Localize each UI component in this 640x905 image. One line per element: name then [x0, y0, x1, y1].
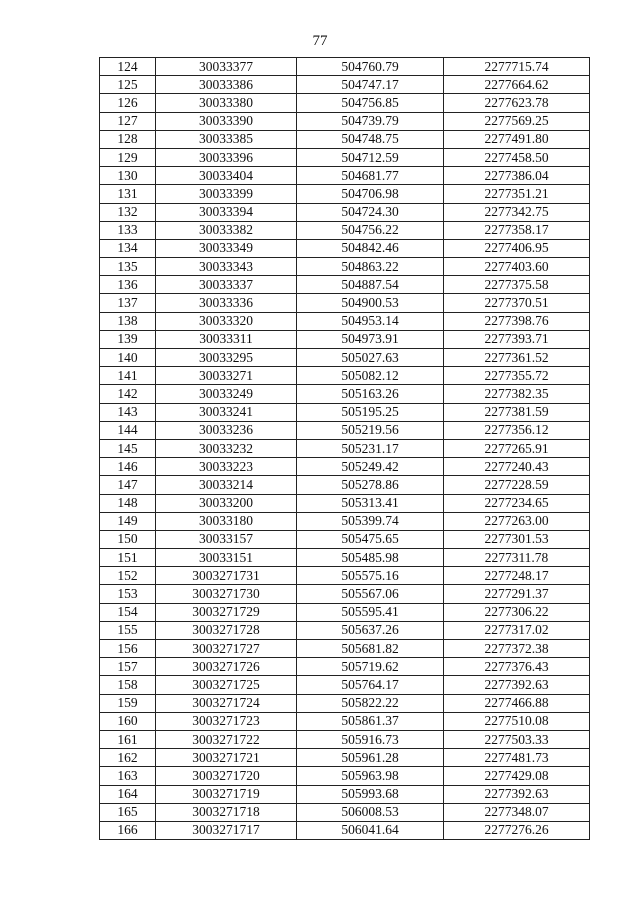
x-coordinate-cell: 505575.16: [297, 567, 444, 585]
y-coordinate-cell: 2277265.91: [444, 439, 590, 457]
table-row: [100, 694, 590, 712]
x-coordinate-cell: 505313.41: [297, 494, 444, 512]
point-id-cell: 3003271719: [156, 785, 297, 803]
coordinates-table-body: [100, 58, 590, 840]
point-index-cell: 140: [100, 349, 156, 367]
point-index-cell: 139: [100, 330, 156, 348]
point-index-cell: 153: [100, 585, 156, 603]
y-coordinate-cell: 2277370.51: [444, 294, 590, 312]
table-row: [100, 276, 590, 294]
point-index-cell: 141: [100, 367, 156, 385]
point-id-cell: 30033271: [156, 367, 297, 385]
table-row: [100, 221, 590, 239]
point-id-cell: 3003271717: [156, 821, 297, 839]
point-id-cell: 30033377: [156, 58, 297, 76]
point-index-cell: 146: [100, 458, 156, 476]
point-index-cell: 164: [100, 785, 156, 803]
point-index-cell: 126: [100, 94, 156, 112]
table-row: [100, 349, 590, 367]
x-coordinate-cell: 504747.17: [297, 76, 444, 94]
y-coordinate-cell: 2277382.35: [444, 385, 590, 403]
y-coordinate-cell: 2277392.63: [444, 785, 590, 803]
x-coordinate-cell: 504973.91: [297, 330, 444, 348]
point-id-cell: 30033157: [156, 530, 297, 548]
table-row: [100, 167, 590, 185]
y-coordinate-cell: 2277263.00: [444, 512, 590, 530]
x-coordinate-cell: 505219.56: [297, 421, 444, 439]
y-coordinate-cell: 2277406.95: [444, 239, 590, 257]
point-index-cell: 132: [100, 203, 156, 221]
point-id-cell: 30033336: [156, 294, 297, 312]
x-coordinate-cell: 505861.37: [297, 712, 444, 730]
y-coordinate-cell: 2277240.43: [444, 458, 590, 476]
point-id-cell: 30033337: [156, 276, 297, 294]
x-coordinate-cell: 504748.75: [297, 130, 444, 148]
point-index-cell: 163: [100, 767, 156, 785]
point-id-cell: 3003271729: [156, 603, 297, 621]
y-coordinate-cell: 2277276.26: [444, 821, 590, 839]
y-coordinate-cell: 2277306.22: [444, 603, 590, 621]
x-coordinate-cell: 505963.98: [297, 767, 444, 785]
x-coordinate-cell: 505485.98: [297, 549, 444, 567]
table-row: [100, 603, 590, 621]
point-id-cell: 30033380: [156, 94, 297, 112]
point-index-cell: 138: [100, 312, 156, 330]
table-row: [100, 148, 590, 166]
point-id-cell: 30033394: [156, 203, 297, 221]
point-index-cell: 152: [100, 567, 156, 585]
point-index-cell: 156: [100, 640, 156, 658]
x-coordinate-cell: 504681.77: [297, 167, 444, 185]
x-coordinate-cell: 505719.62: [297, 658, 444, 676]
x-coordinate-cell: 505916.73: [297, 730, 444, 748]
y-coordinate-cell: 2277623.78: [444, 94, 590, 112]
x-coordinate-cell: 504706.98: [297, 185, 444, 203]
x-coordinate-cell: 506008.53: [297, 803, 444, 821]
coordinates-table: [99, 57, 590, 840]
y-coordinate-cell: 2277715.74: [444, 58, 590, 76]
y-coordinate-cell: 2277372.38: [444, 640, 590, 658]
point-index-cell: 125: [100, 76, 156, 94]
x-coordinate-cell: 505249.42: [297, 458, 444, 476]
x-coordinate-cell: 504842.46: [297, 239, 444, 257]
x-coordinate-cell: 505027.63: [297, 349, 444, 367]
point-index-cell: 151: [100, 549, 156, 567]
y-coordinate-cell: 2277403.60: [444, 258, 590, 276]
point-index-cell: 158: [100, 676, 156, 694]
table-row: [100, 439, 590, 457]
y-coordinate-cell: 2277664.62: [444, 76, 590, 94]
table-row: [100, 585, 590, 603]
table-row: [100, 258, 590, 276]
x-coordinate-cell: 504756.22: [297, 221, 444, 239]
y-coordinate-cell: 2277342.75: [444, 203, 590, 221]
x-coordinate-cell: 505195.25: [297, 403, 444, 421]
y-coordinate-cell: 2277311.78: [444, 549, 590, 567]
point-id-cell: 30033223: [156, 458, 297, 476]
y-coordinate-cell: 2277348.07: [444, 803, 590, 821]
table-row: [100, 658, 590, 676]
point-index-cell: 155: [100, 621, 156, 639]
point-index-cell: 131: [100, 185, 156, 203]
point-index-cell: 159: [100, 694, 156, 712]
point-id-cell: 30033404: [156, 167, 297, 185]
point-index-cell: 144: [100, 421, 156, 439]
table-row: [100, 130, 590, 148]
point-index-cell: 128: [100, 130, 156, 148]
y-coordinate-cell: 2277248.17: [444, 567, 590, 585]
x-coordinate-cell: 505993.68: [297, 785, 444, 803]
x-coordinate-cell: 504756.85: [297, 94, 444, 112]
point-id-cell: 3003271722: [156, 730, 297, 748]
y-coordinate-cell: 2277351.21: [444, 185, 590, 203]
point-id-cell: 30033295: [156, 349, 297, 367]
table-row: [100, 458, 590, 476]
table-row: [100, 621, 590, 639]
point-id-cell: 30033390: [156, 112, 297, 130]
x-coordinate-cell: 506041.64: [297, 821, 444, 839]
point-id-cell: 30033343: [156, 258, 297, 276]
table-row: [100, 294, 590, 312]
x-coordinate-cell: 504953.14: [297, 312, 444, 330]
point-id-cell: 30033382: [156, 221, 297, 239]
y-coordinate-cell: 2277291.37: [444, 585, 590, 603]
y-coordinate-cell: 2277458.50: [444, 148, 590, 166]
x-coordinate-cell: 505637.26: [297, 621, 444, 639]
point-id-cell: 3003271730: [156, 585, 297, 603]
table-row: [100, 112, 590, 130]
x-coordinate-cell: 505595.41: [297, 603, 444, 621]
x-coordinate-cell: 505764.17: [297, 676, 444, 694]
point-id-cell: 3003271724: [156, 694, 297, 712]
table-row: [100, 512, 590, 530]
point-id-cell: 3003271721: [156, 749, 297, 767]
point-id-cell: 3003271718: [156, 803, 297, 821]
point-index-cell: 162: [100, 749, 156, 767]
point-index-cell: 150: [100, 530, 156, 548]
y-coordinate-cell: 2277355.72: [444, 367, 590, 385]
table-row: [100, 385, 590, 403]
table-row: [100, 549, 590, 567]
point-index-cell: 129: [100, 148, 156, 166]
point-id-cell: 30033396: [156, 148, 297, 166]
x-coordinate-cell: 505231.17: [297, 439, 444, 457]
point-index-cell: 145: [100, 439, 156, 457]
table-row: [100, 640, 590, 658]
y-coordinate-cell: 2277234.65: [444, 494, 590, 512]
point-index-cell: 147: [100, 476, 156, 494]
point-id-cell: 30033236: [156, 421, 297, 439]
table-row: [100, 94, 590, 112]
x-coordinate-cell: 505399.74: [297, 512, 444, 530]
point-id-cell: 30033320: [156, 312, 297, 330]
table-row: [100, 185, 590, 203]
y-coordinate-cell: 2277228.59: [444, 476, 590, 494]
table-row: [100, 76, 590, 94]
y-coordinate-cell: 2277503.33: [444, 730, 590, 748]
table-row: [100, 203, 590, 221]
point-index-cell: 130: [100, 167, 156, 185]
y-coordinate-cell: 2277356.12: [444, 421, 590, 439]
y-coordinate-cell: 2277375.58: [444, 276, 590, 294]
table-row: [100, 749, 590, 767]
point-id-cell: 3003271728: [156, 621, 297, 639]
y-coordinate-cell: 2277317.02: [444, 621, 590, 639]
x-coordinate-cell: 504712.59: [297, 148, 444, 166]
table-row: [100, 367, 590, 385]
point-id-cell: 3003271731: [156, 567, 297, 585]
point-index-cell: 148: [100, 494, 156, 512]
x-coordinate-cell: 505278.86: [297, 476, 444, 494]
x-coordinate-cell: 504863.22: [297, 258, 444, 276]
x-coordinate-cell: 505567.06: [297, 585, 444, 603]
x-coordinate-cell: 505681.82: [297, 640, 444, 658]
y-coordinate-cell: 2277386.04: [444, 167, 590, 185]
point-id-cell: 30033200: [156, 494, 297, 512]
table-row: [100, 403, 590, 421]
point-index-cell: 160: [100, 712, 156, 730]
table-row: [100, 494, 590, 512]
point-id-cell: 30033180: [156, 512, 297, 530]
point-index-cell: 161: [100, 730, 156, 748]
table-row: [100, 676, 590, 694]
table-row: [100, 421, 590, 439]
y-coordinate-cell: 2277398.76: [444, 312, 590, 330]
point-id-cell: 30033151: [156, 549, 297, 567]
table-row: [100, 58, 590, 76]
point-id-cell: 30033232: [156, 439, 297, 457]
point-id-cell: 30033386: [156, 76, 297, 94]
x-coordinate-cell: 504739.79: [297, 112, 444, 130]
table-row: [100, 821, 590, 839]
point-index-cell: 154: [100, 603, 156, 621]
y-coordinate-cell: 2277491.80: [444, 130, 590, 148]
point-index-cell: 157: [100, 658, 156, 676]
table-row: [100, 239, 590, 257]
x-coordinate-cell: 504887.54: [297, 276, 444, 294]
table-row: [100, 767, 590, 785]
point-index-cell: 143: [100, 403, 156, 421]
point-id-cell: 3003271720: [156, 767, 297, 785]
y-coordinate-cell: 2277510.08: [444, 712, 590, 730]
point-id-cell: 30033349: [156, 239, 297, 257]
table-row: [100, 803, 590, 821]
point-id-cell: 3003271723: [156, 712, 297, 730]
x-coordinate-cell: 505822.22: [297, 694, 444, 712]
y-coordinate-cell: 2277481.73: [444, 749, 590, 767]
point-index-cell: 135: [100, 258, 156, 276]
y-coordinate-cell: 2277393.71: [444, 330, 590, 348]
table-row: [100, 712, 590, 730]
x-coordinate-cell: 504760.79: [297, 58, 444, 76]
table-row: [100, 530, 590, 548]
point-id-cell: 30033399: [156, 185, 297, 203]
point-id-cell: 30033385: [156, 130, 297, 148]
y-coordinate-cell: 2277376.43: [444, 658, 590, 676]
table-row: [100, 476, 590, 494]
table-row: [100, 785, 590, 803]
y-coordinate-cell: 2277429.08: [444, 767, 590, 785]
point-id-cell: 30033249: [156, 385, 297, 403]
point-id-cell: 30033311: [156, 330, 297, 348]
y-coordinate-cell: 2277301.53: [444, 530, 590, 548]
point-index-cell: 127: [100, 112, 156, 130]
y-coordinate-cell: 2277392.63: [444, 676, 590, 694]
point-index-cell: 166: [100, 821, 156, 839]
point-index-cell: 133: [100, 221, 156, 239]
x-coordinate-cell: 505475.65: [297, 530, 444, 548]
x-coordinate-cell: 505163.26: [297, 385, 444, 403]
point-index-cell: 149: [100, 512, 156, 530]
point-index-cell: 136: [100, 276, 156, 294]
point-index-cell: 134: [100, 239, 156, 257]
table-row: [100, 312, 590, 330]
y-coordinate-cell: 2277569.25: [444, 112, 590, 130]
point-index-cell: 137: [100, 294, 156, 312]
point-index-cell: 142: [100, 385, 156, 403]
point-id-cell: 3003271726: [156, 658, 297, 676]
point-id-cell: 30033214: [156, 476, 297, 494]
y-coordinate-cell: 2277381.59: [444, 403, 590, 421]
x-coordinate-cell: 505082.12: [297, 367, 444, 385]
y-coordinate-cell: 2277361.52: [444, 349, 590, 367]
x-coordinate-cell: 504900.53: [297, 294, 444, 312]
table-row: [100, 730, 590, 748]
y-coordinate-cell: 2277358.17: [444, 221, 590, 239]
point-index-cell: 124: [100, 58, 156, 76]
point-id-cell: 3003271725: [156, 676, 297, 694]
y-coordinate-cell: 2277466.88: [444, 694, 590, 712]
x-coordinate-cell: 504724.30: [297, 203, 444, 221]
x-coordinate-cell: 505961.28: [297, 749, 444, 767]
point-id-cell: 3003271727: [156, 640, 297, 658]
point-id-cell: 30033241: [156, 403, 297, 421]
page-number: 77: [312, 33, 328, 49]
table-row: [100, 567, 590, 585]
point-index-cell: 165: [100, 803, 156, 821]
table-row: [100, 330, 590, 348]
